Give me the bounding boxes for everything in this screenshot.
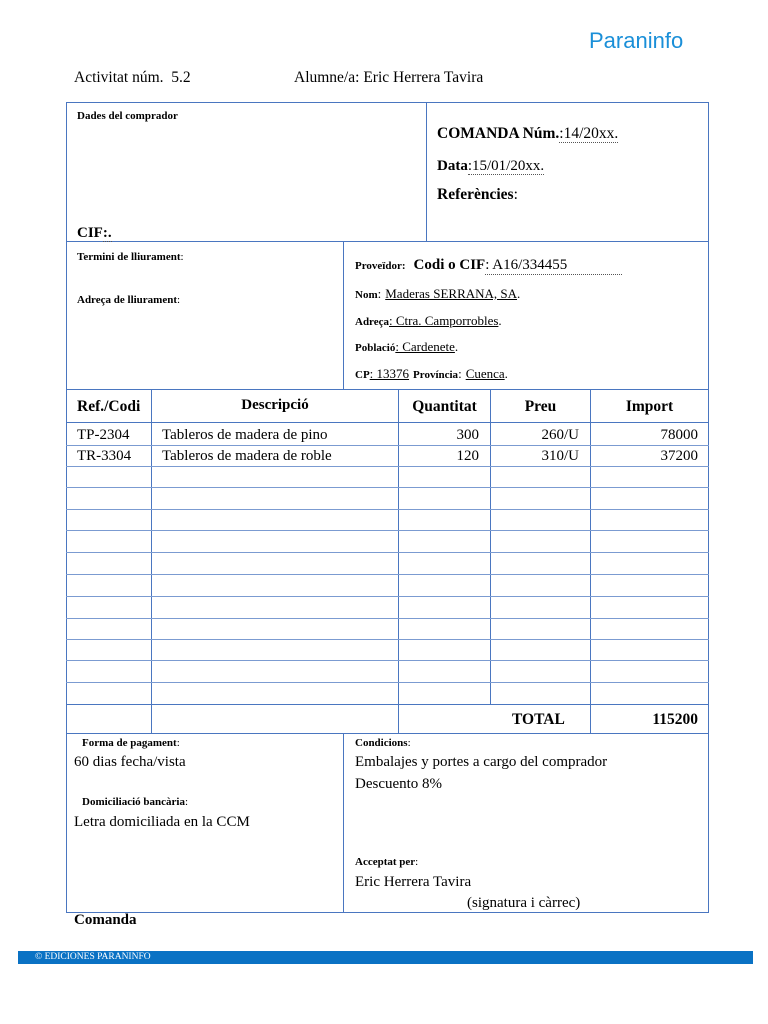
accepted-label: Acceptat per: [355,856,419,868]
copyright-text: © EDICIONES PARANINFO [35,952,151,962]
student-name: Eric Herrera Tavira [363,69,484,86]
supplier-code: Proveïdor: Codi o CIF: A16/334455 [355,256,622,275]
payment-form-label: Forma de pagament: [82,737,180,749]
order-date-value: :15/01/20xx. [467,158,545,174]
supplier-town: Població: Cardenete. [355,339,459,354]
row-quantity: 120 [456,448,479,464]
header-description: Descripció [241,397,309,413]
supplier-province-value: Cuenca [465,366,505,381]
document-caption: Comanda [74,912,137,928]
signature-note: (signatura i càrrec) [467,895,581,911]
student-label: Alumne/a: Eric Herrera Tavira [294,69,484,86]
payment-form-value: 60 dias fecha/vista [74,754,186,770]
supplier-address-value: : Ctra. Camporrobles [389,313,499,328]
conditions-line-1: Embalajes y portes a cargo del comprador [355,754,608,770]
header-import: Import [625,398,674,415]
activity-label: Activitat núm. 5.2 [74,69,191,86]
supplier-address: Adreça: Ctra. Camporrobles. [355,313,502,328]
buyer-title: Dades del comprador [77,110,178,122]
buyer-cif: CIF:. [77,225,112,241]
row-ref: TP-2304 [77,427,130,443]
bank-label: Domiciliació bancària: [82,796,189,808]
supplier-cp-province: CP: 13376 Província: Cuenca. [355,366,508,381]
buyer-cif-value: :. [102,225,112,241]
supplier-name: Nom: Maderas SERRANA, SA. [355,286,521,301]
supplier-town-value: : Cardenete [395,339,455,354]
bank-value: Letra domiciliada en la CCM [74,814,250,830]
delivery-term: Termini de lliurament: [77,251,184,263]
supplier-cp-value: : 13376 [369,366,410,381]
order-references: Referències: [437,186,518,203]
order-date: Data:15/01/20xx. [437,158,545,174]
row-description: Tableros de madera de roble [162,448,332,464]
accepted-name: Eric Herrera Tavira [355,874,472,890]
conditions-label: Condicions: [355,737,411,749]
row-description: Tableros de madera de pino [162,427,328,443]
delivery-address: Adreça de lliurament: [77,294,181,306]
header-ref: Ref./Codi [77,398,141,415]
total-label: TOTAL [512,711,565,728]
supplier-code-value: : A16/334455 [485,257,622,275]
footer-bar [18,951,753,964]
row-price: 310/U [541,448,579,464]
conditions-line-2: Descuento 8% [355,776,443,792]
row-amount: 37200 [660,448,698,464]
order-number-value: :14/20xx. [559,125,619,142]
paraninfo-logo: Paraninfo [589,28,684,53]
header-quantity: Quantitat [412,398,477,415]
row-quantity: 300 [456,427,479,443]
row-ref: TR-3304 [77,448,132,464]
supplier-name-value: Maderas SERRANA, SA [385,286,518,301]
order-number: COMANDA Núm.:14/20xx. [437,125,619,142]
total-value: 115200 [652,711,698,728]
header-price: Preu [524,398,557,415]
activity-number: 5.2 [171,69,191,86]
row-price: 260/U [541,427,579,443]
row-amount: 78000 [660,427,698,443]
